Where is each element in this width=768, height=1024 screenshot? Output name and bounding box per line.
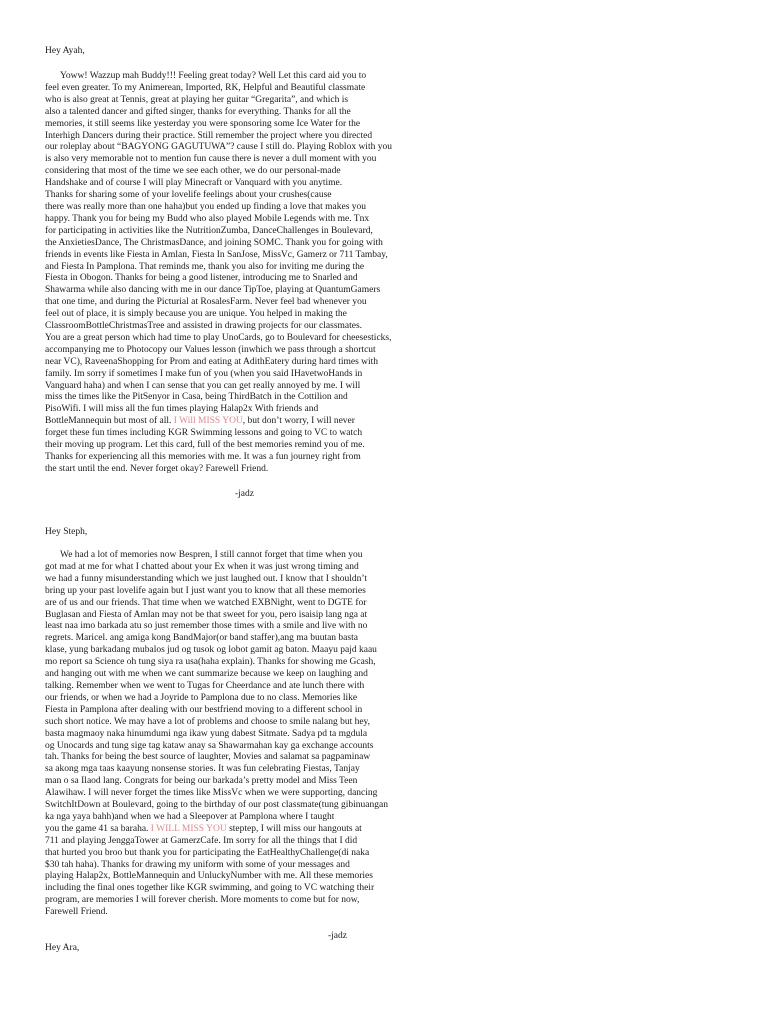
letter-line: Fiesta in Obogon. Thanks for being a good listener, introducing me to Snarled and <box>45 273 358 284</box>
letter-line: considering that most of the time we see each other, we do our personal-made <box>45 166 341 177</box>
letter-line-tail: steptep, I will miss our hangouts at <box>226 823 362 834</box>
letter-line-tail: , but don’t worry, I will never <box>242 416 355 427</box>
letter-ayah-body <box>45 71 425 476</box>
letter-line: are of us and our friends. That time when we watched EXBNight, went to DGTE for <box>45 597 367 608</box>
letter-line: BottleMannequin but most of all. <box>45 416 172 427</box>
letter-line: that one time, and during the Picturial at RosalesFarm. Never feel bad whenever you <box>45 297 367 308</box>
letter-line: memories, it still seems like yesterday you were sponsoring some Ice Water for the <box>45 118 361 129</box>
letter-line: least naa imo barkada atu so just remember those times with a smile and live with no <box>45 621 368 632</box>
letter-line: Yoww! Wazzup mah Buddy!!! Feeling great today? Well Let this card aid you to <box>60 71 367 81</box>
letter-line: family. Im sorry if sometimes I make fun of you (when you said IHavetwoHands in <box>45 368 363 379</box>
letter-line: Vanguard haha) and when I can sense that you can get really annoyed by me. I will <box>45 380 361 391</box>
letter-line: the start until the end. Never forget okay? Farewell Friend. <box>45 463 269 474</box>
letter-line: basta magmaoy naka hinumdumi nga ikaw yung dabest Sitmate. Sadya pd ta mgdula <box>45 728 368 739</box>
letter-line: ka nga yaya bahh)and when we had a Sleepover at Pamplona where I taught <box>45 811 335 822</box>
miss-you-highlight: I Will MISS YOU <box>173 416 243 427</box>
letter-line: Farewell Friend. <box>45 907 108 918</box>
letter-line: $30 tah haha). Thanks for drawing my uniform with some of your messages and <box>45 859 350 870</box>
letter-line: miss the times like the PitSenyor in Casa, being ThirdBatch in the Cottilion and <box>45 392 348 403</box>
letter-line: forget these fun times including KGR Swimming lessons and going to VC to watch <box>45 428 363 439</box>
letter-line: their moving up program. Let this card, full of the best memories remind you of me. <box>45 440 365 451</box>
letter-line: regrets. Maricel. ang amiga kong BandMajor(or band staffer),ang ma buutan basta <box>45 633 358 644</box>
letter-line: you the game 41 sa baraha. <box>45 823 149 834</box>
miss-you-highlight: I WILL MISS YOU <box>150 823 227 834</box>
letter-line: and Fiesta In Pamplona. That reminds me, thank you also for inviting me during the <box>45 261 365 272</box>
letter-line: mo report sa Science oh tung siya ra usa(haha explain). Thanks for showing me Gcash, <box>45 657 376 668</box>
letter-line-with-highlight <box>45 416 425 428</box>
letter-line: happy. Thank you for being my Budd who also played Mobile Legends with me. Tnx <box>45 213 370 224</box>
letter-line: accompanying me to Photocopy our Values lesson (inwhich we pass through a shortcut <box>45 344 376 355</box>
greeting-ayah: Hey Ayah, <box>45 46 85 56</box>
greeting-steph: Hey Steph, <box>45 527 88 537</box>
letter-line: PisoWifi. I will miss all the fun times playing Halap2x With friends and <box>45 404 319 415</box>
letter-line: man o sa Ilaod lang. Congrats for being our barkada’s pretty model and Miss Teen <box>45 776 358 787</box>
letter-line: 711 and playing JenggaTower at GamerzCafe. Im sorry for all the things that I did <box>45 835 358 846</box>
letter-line: Alawihaw. I will never forget the times like MissVc when we were supporting, dancing <box>45 788 378 799</box>
letter-line: og Unocards and tung sige tag kataw anay sa Shawarmahan kay ga exchange accounts <box>45 740 374 751</box>
letter-line: we had a funny misunderstanding which we just laughed out. I know that I shouldn’t <box>45 573 367 584</box>
letter-line: including the final ones together like KGR swimming, and going to VC watching their <box>45 883 375 894</box>
letter-line: feel out of place, it is simply because you are unique. You helped in making the <box>45 309 347 320</box>
letter-line: that hurted you broo but thank you for participating the EatHealthyChallenge(di naka <box>45 847 370 858</box>
letter-line: Interhigh Dancers during their practice. Still remember the project where you directed <box>45 130 373 141</box>
letter-line: our friends, or when we had a Joyride to Pamplona due to no class. Memories like <box>45 692 358 703</box>
letter-line: Thanks for experiencing all this memories with me. It was a fun journey right from <box>45 452 361 462</box>
letter-line: friends in events like Fiesta in Amlan, Fiesta In SanJose, MissVc, Gamerz or 711 Tambay, <box>45 249 388 260</box>
signature-steph: -jadz <box>328 931 347 941</box>
letter-line: You are a great person which had time to play UnoCards, go to Boulevard for cheesesticks, <box>45 332 392 343</box>
letter-line: Handshake and of course I will play Minecraft or Vanquard with you anytime. <box>45 178 343 189</box>
letter-line: bring up your past lovelife again but I just want you to know that all these memories <box>45 585 366 596</box>
letter-line: also a talented dancer and gifted singer, thanks for everything. Thanks for all the <box>45 106 351 117</box>
letter-line: Buglasan and Fiesta of Amlan may not be that sweet for you, pero isaisip lang nga at <box>45 609 368 620</box>
letter-line: We had a lot of memories now Bespren, I still cannot forget that time when you <box>60 550 363 560</box>
letter-line: there was really more than one haha)but you ended up finding a love that makes you <box>45 201 367 212</box>
letter-line: klase, yung barkadang mubalos jud og tusok og lobot gamit ag baton. Maayu pajd kaau <box>45 645 377 656</box>
letter-line: playing Halap2x, BottleMannequin and UnluckyNumber with me. All these memories <box>45 871 373 882</box>
letter-line: such short notice. We may have a lot of problems and choose to smile nalang but hey, <box>45 716 371 727</box>
letter-line: got mad at me for what I chatted about your Ex when it was just wrong timing and <box>45 561 359 572</box>
letter-line: who is also great at Tennis, great at playing her guitar “Gregarita”, and which is <box>45 94 349 105</box>
letter-line: talking. Remember when we went to Tugas for Cheerdance and ate lunch there with <box>45 680 365 691</box>
letter-line: Shawarma while also dancing with me in our dance TipToe, playing at QuantumGamers <box>45 285 381 296</box>
letter-line: and hanging out with me when we cant summarize because we keep on laughing and <box>45 669 368 680</box>
letter-line: our roleplay about “BAGYONG GAGUTUWA”? cause I still do. Playing Roblox with you <box>45 142 392 153</box>
letter-line: Fiesta in Pamplona after dealing with our bestfriend moving to a different school in <box>45 704 363 715</box>
greeting-ara: Hey Ara, <box>45 943 80 953</box>
letter-line: tah. Thanks for being the best source of laughter, Movies and salamat sa pagpaminaw <box>45 752 371 763</box>
letter-line: the AnxietiesDance, The ChristmasDance, and joining SOMC. Thank you for going with <box>45 237 383 248</box>
letter-line: sa akong mga taas kaayung nonsense stories. It was fun celebrating Fiestas, Tanjay <box>45 764 360 775</box>
letter-line: for participating in activities like the NutritionZumba, DanceChallenges in Boulevard, <box>45 225 373 236</box>
letter-line: program, are memories I will forever cherish. More moments to come but for now, <box>45 895 360 906</box>
letter-line: Thanks for sharing some of your lovelife feelings about your crushes(cause <box>45 190 332 201</box>
letter-line: near VC), RaveenaShopping for Prom and eating at AdithEatery during hard times with <box>45 356 379 367</box>
letter-steph-body <box>45 550 425 919</box>
letter-line: ClassroomBottleChristmasTree and assisted in drawing projects for our classmates. <box>45 321 363 332</box>
letter-line-with-highlight <box>45 824 425 836</box>
letter-line: is also very memorable not to mention fun cause there is never a dull moment with you <box>45 154 377 165</box>
letter-line: feel even greater. To my Animerean, Imported, RK, Helpful and Beautiful classmate <box>45 82 366 93</box>
signature-ayah: -jadz <box>235 489 254 499</box>
letter-line: SwitchItDown at Boulevard, going to the birthday of our post classmate(tung gibinuangan <box>45 800 388 811</box>
